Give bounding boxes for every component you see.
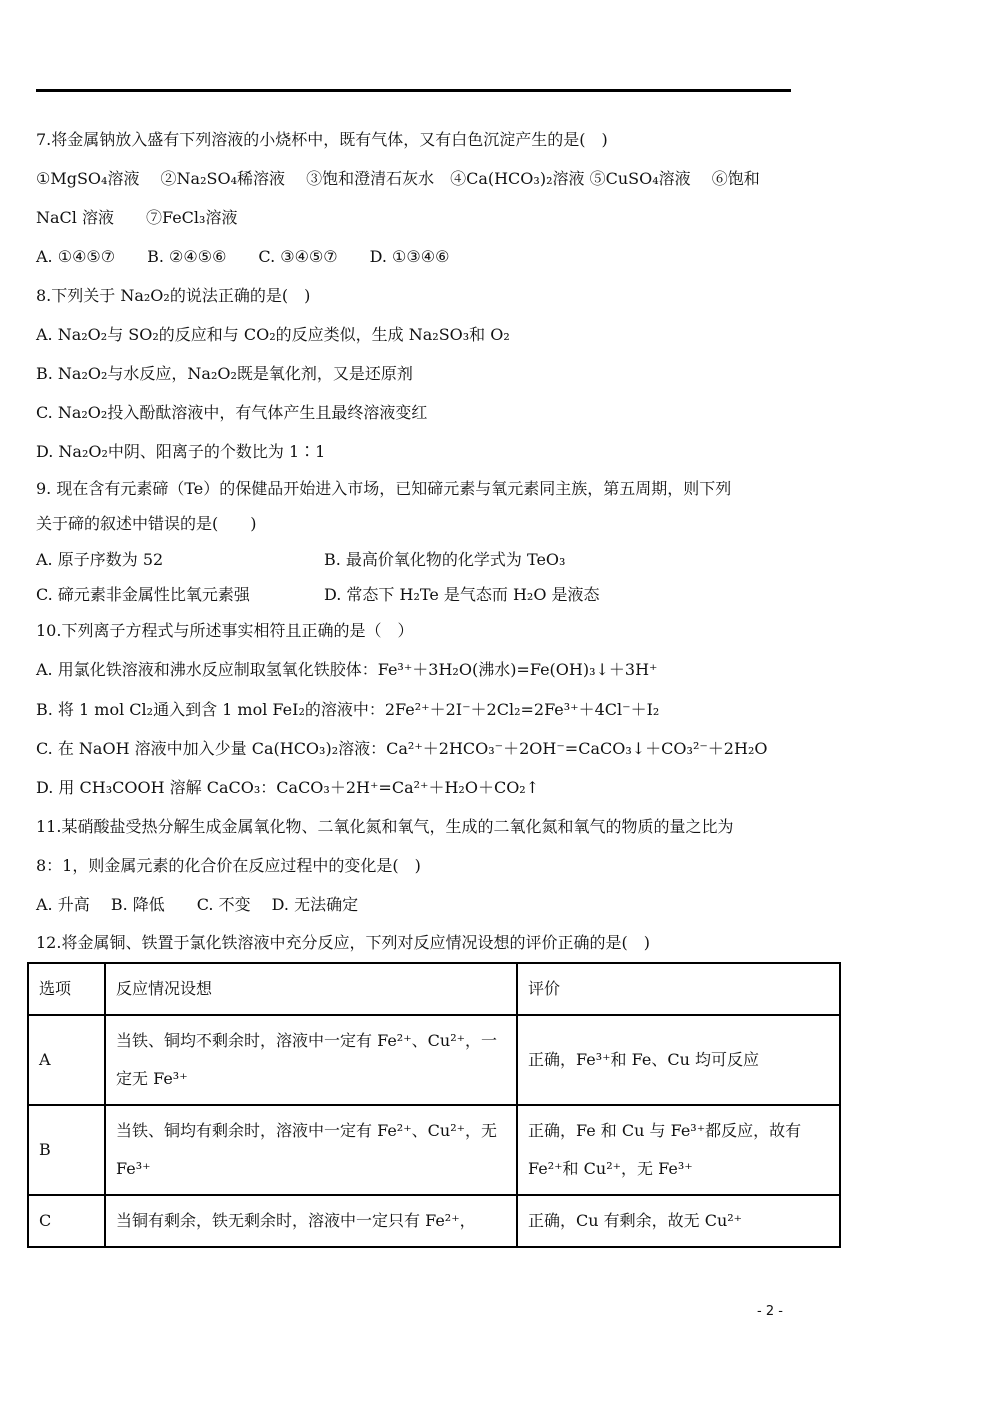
q8-stem: 8.下列关于 Na₂O₂的说法正确的是( ) (36, 286, 311, 305)
table-row (28, 1195, 840, 1247)
table-cell-scenario: 当铁、铜均有剩余时，溶液中一定有 Fe²⁺、Cu²⁺，无 Fe³⁺ (105, 1105, 517, 1195)
q7-options: A. ①④⑤⑦ B. ②④⑤⑥ C. ③④⑤⑦ D. ①③④⑥ (36, 247, 450, 266)
q9-option-d: D. 常态下 H₂Te 是气态而 H₂O 是液态 (324, 585, 600, 604)
q7-items-line1: ①MgSO₄溶液 ②Na₂SO₄稀溶液 ③饱和澄清石灰水 ④Ca(HCO₃)₂溶液 ⑤CuSO₄溶液 ⑥饱和 (36, 169, 760, 188)
table-header-cell: 评价 (517, 963, 840, 1015)
q11-stem-line1: 11.某硝酸盐受热分解生成金属氧化物、二氧化氮和氧气，生成的二氧化氮和氧气的物质的量之比为 (36, 817, 734, 836)
q9-stem-line1: 9. 现在含有元素碲（Te）的保健品开始进入市场，已知碲元素与氧元素同主族，第五周期，则下列 (36, 479, 732, 498)
q12-stem: 12.将金属铜、铁置于氯化铁溶液中充分反应，下列对反应情况设想的评价正确的是( ) (36, 933, 650, 952)
q11-stem-line2: 8：1，则金属元素的化合价在反应过程中的变化是( ) (36, 856, 421, 875)
q8-option-b: B. Na₂O₂与水反应，Na₂O₂既是氧化剂，又是还原剂 (36, 364, 413, 383)
page-number: - 2 - (757, 1304, 783, 1319)
q10-stem: 10.下列离子方程式与所述事实相符且正确的是（ ） (36, 621, 414, 640)
q8-option-a: A. Na₂O₂与 SO₂的反应和与 CO₂的反应类似，生成 Na₂SO₃和 O₂ (36, 325, 510, 344)
table-cell-option: B (28, 1105, 105, 1195)
table-header-row (28, 963, 840, 1015)
table-row (28, 1105, 840, 1195)
q10-option-b: B. 将 1 mol Cl₂通入到含 1 mol FeI₂的溶液中：2Fe²⁺＋2I⁻＋2Cl₂=2Fe³⁺＋4Cl⁻＋I₂ (36, 700, 660, 719)
q11-options: A. 升高 B. 降低 C. 不变 D. 无法确定 (36, 895, 359, 914)
q10-option-a: A. 用氯化铁溶液和沸水反应制取氢氧化铁胶体：Fe³⁺＋3H₂O(沸水)=Fe(OH)₃↓＋3H⁺ (36, 660, 658, 679)
header-rule (36, 89, 791, 92)
q10-option-c: C. 在 NaOH 溶液中加入少量 Ca(HCO₃)₂溶液：Ca²⁺＋2HCO₃⁻＋2OH⁻=CaCO₃↓＋CO₃²⁻＋2H₂O (36, 739, 768, 758)
q9-option-c: C. 碲元素非金属性比氧元素强 (36, 585, 250, 604)
q10-option-d: D. 用 CH₃COOH 溶解 CaCO₃：CaCO₃＋2H⁺=Ca²⁺＋H₂O＋CO₂↑ (36, 778, 540, 797)
q9-option-b: B. 最高价氧化物的化学式为 TeO₃ (324, 550, 566, 569)
table-cell-evaluation: 正确，Fe 和 Cu 与 Fe³⁺都反应，故有 Fe²⁺和 Cu²⁺，无 Fe³⁺ (517, 1105, 840, 1195)
q7-stem: 7.将金属钠放入盛有下列溶液的小烧杯中，既有气体，又有白色沉淀产生的是( ) (36, 130, 608, 149)
table-header-cell: 反应情况设想 (105, 963, 517, 1015)
table-cell-option: A (28, 1015, 105, 1105)
q9-stem-line2: 关于碲的叙述中错误的是( ) (36, 514, 257, 533)
q8-option-d: D. Na₂O₂中阴、阳离子的个数比为 1∶1 (36, 442, 326, 461)
table-cell-option: C (28, 1195, 105, 1247)
table-cell-evaluation: 正确，Cu 有剩余，故无 Cu²⁺ (517, 1195, 840, 1247)
q7-items-line2: NaCl 溶液 ⑦FeCl₃溶液 (36, 208, 238, 227)
table-cell-scenario: 当铜有剩余，铁无剩余时，溶液中一定只有 Fe²⁺， (105, 1195, 517, 1247)
q9-option-a: A. 原子序数为 52 (36, 550, 164, 569)
q8-option-c: C. Na₂O₂投入酚酞溶液中，有气体产生且最终溶液变红 (36, 403, 428, 422)
table-cell-evaluation: 正确，Fe³⁺和 Fe、Cu 均可反应 (517, 1015, 840, 1105)
table-cell-scenario: 当铁、铜均不剩余时，溶液中一定有 Fe²⁺、Cu²⁺，一定无 Fe³⁺ (105, 1015, 517, 1105)
evaluation-table (27, 962, 841, 1248)
table-row (28, 1015, 840, 1105)
table-header-cell: 选项 (28, 963, 105, 1015)
